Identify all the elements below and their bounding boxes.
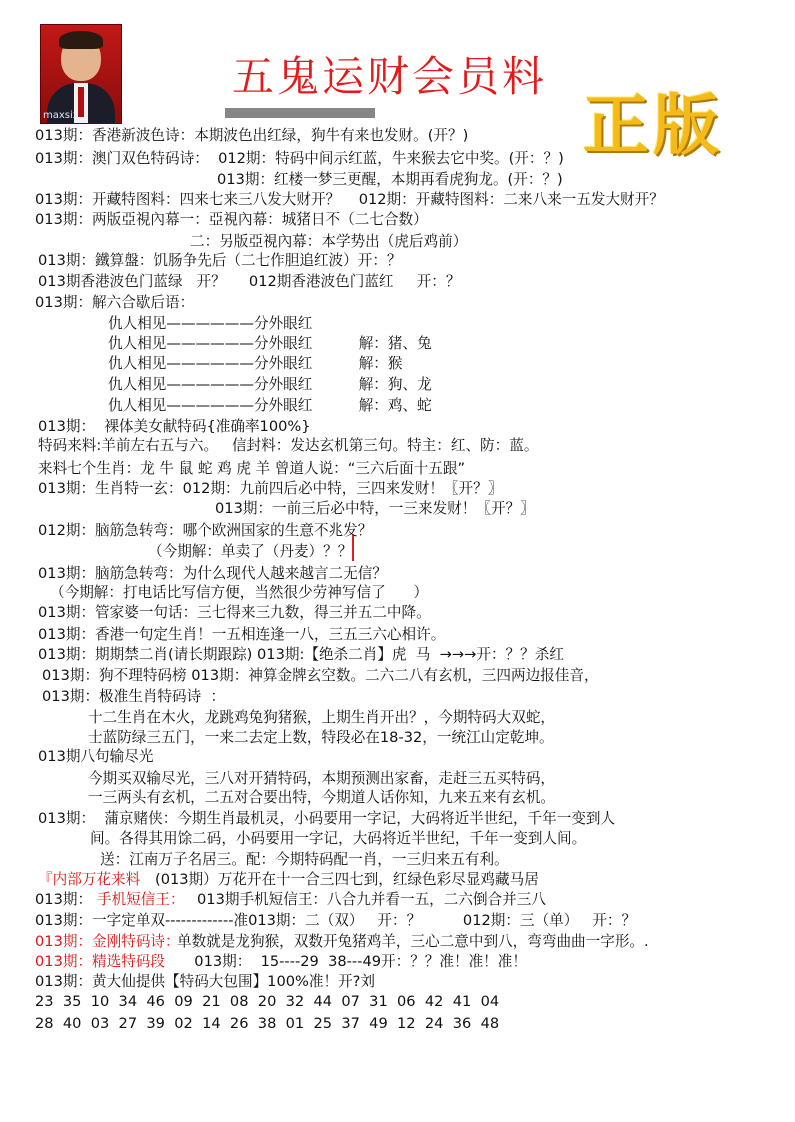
photo-watermark: maxsix (43, 110, 79, 121)
text-line: 013期：一前三后必中特，一三来发财！〖开？〗 (215, 500, 535, 517)
text-line: 013期：狗不理特码榜 013期：神算金牌玄空数。二六二八有玄机，三四两边报佳音， (42, 667, 599, 684)
text-line: 单数就是龙狗猴，双数开兔猪鸡羊，三心二意中到八，弯弯曲曲一字形。. (177, 933, 649, 950)
hair-shape (59, 31, 103, 49)
text-line: 013期：黄大仙提供【特码大包围】100%准！开?刘 (35, 973, 376, 990)
text-line: 今期买双输尽光，三八对开猜特码，本期预测出家畜，走赶三五买特码， (88, 770, 556, 787)
author-photo (40, 24, 122, 124)
text-line: 送：江南万子名居三。配：今期特码配一肖，一三归来五有利。 (100, 851, 509, 868)
text-line: 013期：金刚特码诗： (35, 933, 180, 950)
text-line: 28 40 03 27 39 02 14 26 38 01 25 37 49 12 24 36 48 (35, 1015, 500, 1032)
text-line: 仇人相见——————分外眼红 解：狗、龙 (108, 376, 432, 393)
text-line: 013期：澳门双色特码诗： 012期：特码中间示红蓝，牛来猴去它中奖。(开：？) (35, 150, 564, 167)
text-line: 013期：管家婆一句话：三七得来三九数，得三并五二中降。 (38, 604, 431, 621)
text-line: 013期：香港一句定生肖！一五相连逢一八，三五三六心相许。 (38, 626, 446, 643)
genuine-badge: 正版 (583, 87, 723, 164)
text-line: 仇人相见——————分外眼红 解：猪、兔 (108, 335, 432, 352)
text-line: 013期：期期禁二肖(请长期跟踪) 013期:【绝杀二肖】虎 马 →→→开：？？杀红 (38, 646, 564, 663)
text-line: 士蓝防绿三五门，一来二去定上数，特段必在18-32，一统江山定乾坤。 (88, 729, 554, 746)
text-line: 23 35 10 34 46 09 21 08 20 32 44 07 31 06 42 41 04 (35, 993, 500, 1010)
text-line: 来料七个生肖：龙 牛 鼠 蛇 鸡 虎 羊 曾道人说：“三六后面十五跟” (38, 460, 466, 477)
text-line: 间。各得其用馀二码，小码要用一字记，大码将近半世纪，千年一变到人间。 (90, 830, 587, 847)
scan-smudge (225, 108, 375, 118)
text-line: 特码来料:羊前左右五与六。 信封料：发达玄机第三句。特主：红、防：蓝。 (38, 437, 539, 454)
text-line: 013期：两版亞視內幕一：亞視內幕：城猪日不（二七合数） (35, 211, 428, 228)
text-line: (013期）万花开在十一合三四七到，红绿色彩尽显鸡藏马居 (155, 871, 539, 888)
text-line: 013期：极准生肖特码诗 ： (42, 688, 226, 705)
text-line: 013期：香港新波色诗：本期波色出红绿，狗牛有来也发财。(开？) (35, 127, 469, 144)
text-line: 仇人相见——————分外眼红 (108, 315, 313, 332)
text-line: 013期手机短信王：八合九并看一五，二六倒合并三八 (197, 891, 546, 908)
page-title: 五鬼运财会员料 (232, 52, 548, 101)
text-line: 013期：鐵算盤：饥肠争先后（二七作胆追红波）开：？ (38, 252, 402, 269)
text-line: 013期： 裸体美女献特码{准确率100%} (38, 418, 311, 435)
text-line: 二：另版亞視內幕：本学势出（虎后鸡前） (190, 233, 468, 250)
text-line: 十二生肖在木火，龙跳鸡兔狗猪猴，上期生肖开出？，今期特码大双蛇， (88, 709, 556, 726)
text-line: 013期： 蒲京赌侠：今期生肖最机灵，小码要用一字记，大码将近半世纪，千年一变到人 (38, 810, 616, 827)
text-line: 013期： (35, 891, 93, 908)
text-line: 仇人相见——————分外眼红 解：猴 (108, 355, 403, 372)
text-line: 013期：解六合歇后语： (35, 294, 195, 311)
text-line: 『内部万花来料 (38, 871, 141, 888)
text-line: 013期：开藏特图料：四来七来三八发大财开？ 012期：开藏特图料：二来八来一五发大财开？ (35, 191, 664, 208)
text-line: 013期香港波色门蓝绿 开？ 012期香港波色门蓝红 开：？ (38, 273, 461, 290)
text-line: 仇人相见——————分外眼红 解：鸡、蛇 (108, 397, 432, 414)
text-line: 手机短信王： (97, 891, 185, 908)
text-line: 013期八句输尽光 (38, 748, 154, 765)
text-line: 一三两头有玄机，二五对合要出特，今期道人话你知，九来五来有玄机。 (88, 789, 556, 806)
text-line: 013期：生肖特一玄：012期：九前四后必中特，三四来发财！〖开？〗 (38, 480, 503, 497)
text-line: 013期：精选特码段 (35, 953, 166, 970)
text-line: （今期解：单卖了（丹麦）？？ (148, 543, 353, 560)
text-line: 013期： 15----29 38---49开：？？准！准！准！ (185, 953, 527, 970)
text-line: 013期：脑筋急转弯：为什么现代人越来越言二无信？ (38, 565, 387, 582)
text-line: （今期解：打电话比写信方便，当然很少劳神写信了 ） (50, 584, 429, 601)
text-line: 012期：脑筋急转弯：哪个欧洲国家的生意不兆发？ (38, 522, 373, 539)
text-line: 013期：一字定单双-------------准013期：二（双） 开：？ 012期：三（单） 开：？ (35, 912, 637, 929)
text-line: 013期：红楼一梦三更醒，本期再看虎狗龙。(开：？) (217, 171, 563, 188)
